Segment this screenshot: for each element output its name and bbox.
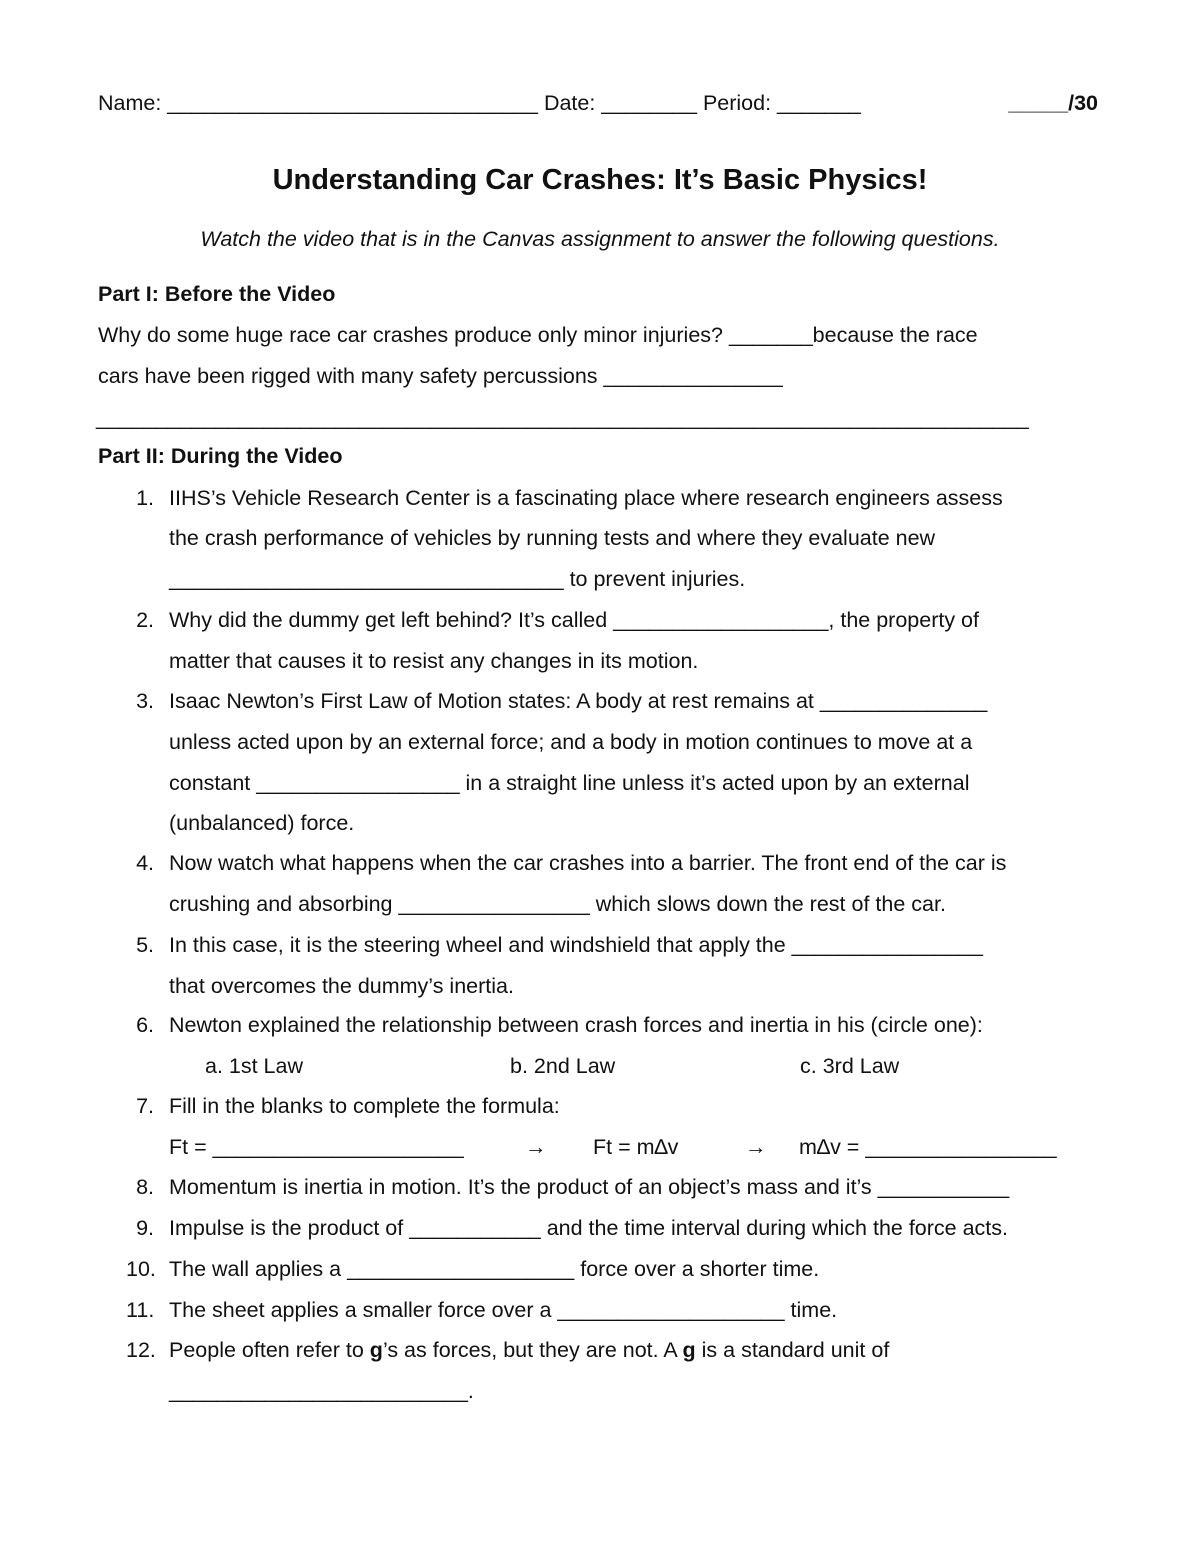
question-1-line: _________________________________ to prevent injuries. <box>169 567 746 591</box>
question-number: 3. <box>136 689 154 713</box>
question-number: 4. <box>136 851 154 875</box>
question-number: 7. <box>136 1094 154 1118</box>
part1-heading: Part I: Before the Video <box>98 282 336 306</box>
question-11-line: The sheet applies a smaller force over a ___________________ time. <box>169 1298 838 1322</box>
arrow-right-icon: → <box>745 1135 767 1159</box>
g-unit: g <box>369 1338 383 1362</box>
formula-impulse: Ft = _____________________ <box>169 1135 464 1159</box>
question-number: 2. <box>136 608 154 632</box>
question-number: 11. <box>126 1298 155 1322</box>
question-12-text: is a standard unit of <box>695 1338 890 1362</box>
question-10-line: The wall applies a ___________________ force over a shorter time. <box>169 1257 820 1281</box>
arrow-right-icon: → <box>525 1135 547 1159</box>
question-2-line: Why did the dummy get left behind? It’s called __________________, the property of <box>169 608 979 632</box>
question-1-line: the crash performance of vehicles by running tests and where they evaluate new <box>169 526 936 550</box>
question-2-line: matter that causes it to resist any changes in its motion. <box>169 649 699 673</box>
question-1-line: IIHS’s Vehicle Research Center is a fascinating place where research engineers assess <box>169 486 1003 510</box>
question-3-line: constant _________________ in a straight line unless it’s acted upon by an external <box>169 771 970 795</box>
question-12-text: ’s as forces, but they are not. A <box>382 1338 683 1362</box>
question-number: 6. <box>136 1013 154 1037</box>
question-5-line: that overcomes the dummy’s inertia. <box>169 974 514 998</box>
g-unit: g <box>682 1338 696 1362</box>
question-4-line: Now watch what happens when the car crashes into a barrier. The front end of the car is <box>169 851 1007 875</box>
part1-answer-line: ______________________________________________________________________________ <box>96 406 1029 430</box>
question-number: 5. <box>136 933 154 957</box>
question-12-line <box>169 1335 889 1365</box>
header-row <box>98 88 1098 118</box>
question-12-text: People often refer to <box>169 1338 370 1362</box>
score-field: _____/30 <box>1008 91 1098 115</box>
formula-momentum-change: Ft = m∆v <box>593 1135 679 1159</box>
option-b: b. 2nd Law <box>510 1054 616 1078</box>
question-8-line: Momentum is inertia in motion. It’s the product of an object’s mass and it’s ___________ <box>169 1175 1010 1199</box>
part2-heading: Part II: During the Video <box>98 444 343 468</box>
option-c: c. 3rd Law <box>800 1054 900 1078</box>
question-9-line: Impulse is the product of ___________ and the time interval during which the force acts. <box>169 1216 1009 1240</box>
question-3-line: unless acted upon by an external force; and a body in motion continues to move at a <box>169 730 973 754</box>
question-number: 1. <box>136 486 154 510</box>
formula-result: m∆v = ________________ <box>799 1135 1057 1159</box>
student-info-fields: Name: _______________________________ Date: ________ Period: _______ <box>98 91 861 115</box>
question-3-line: Isaac Newton’s First Law of Motion states: A body at rest remains at ______________ <box>169 689 988 713</box>
question-number: 9. <box>136 1216 154 1240</box>
question-number: 8. <box>136 1175 154 1199</box>
question-5-line: In this case, it is the steering wheel and windshield that apply the ________________ <box>169 933 983 957</box>
question-3-line: (unbalanced) force. <box>169 811 355 835</box>
part1-line: Why do some huge race car crashes produce only minor injuries? _______because the race <box>98 323 978 347</box>
question-12-line: _________________________. <box>169 1379 474 1403</box>
question-7-line: Fill in the blanks to complete the formula: <box>169 1094 560 1118</box>
page-title: Understanding Car Crashes: It’s Basic Physics! <box>272 164 928 196</box>
instructions: Watch the video that is in the Canvas assignment to answer the following questions. <box>200 227 1000 251</box>
question-number: 12. <box>126 1338 156 1362</box>
question-number: 10. <box>126 1257 156 1281</box>
option-a: a. 1st Law <box>205 1054 303 1078</box>
question-4-line: crushing and absorbing ________________ which slows down the rest of the car. <box>169 892 946 916</box>
question-6-line: Newton explained the relationship between crash forces and inertia in his (circle one): <box>169 1013 983 1037</box>
part1-line: cars have been rigged with many safety percussions _______________ <box>98 364 783 388</box>
